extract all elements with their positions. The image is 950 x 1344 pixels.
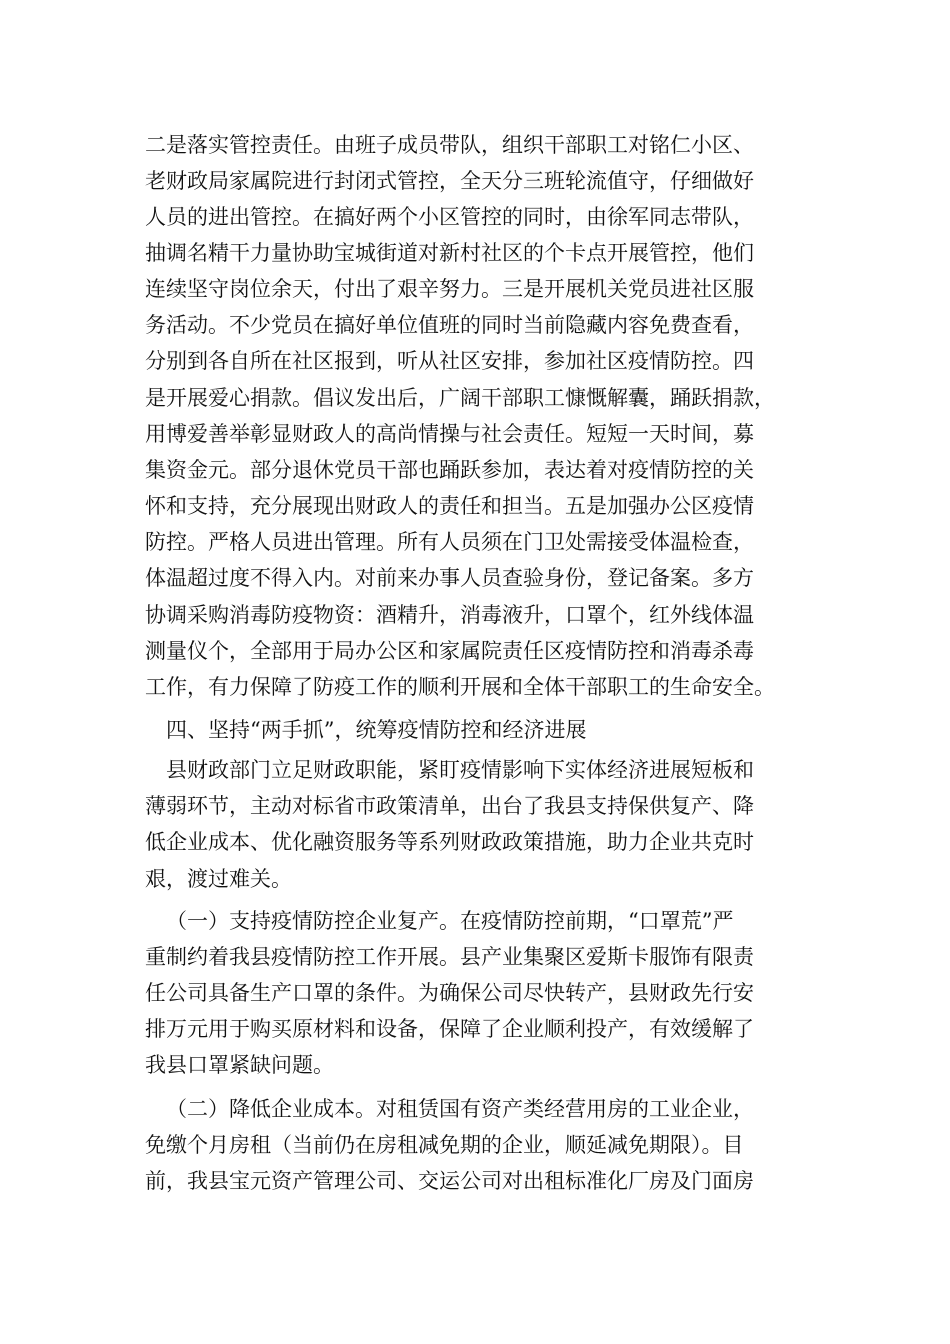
text-line: 薄弱环节，主动对标省市政策清单，出台了我县支持保供复产、降: [145, 794, 754, 818]
text-line: 连续坚守岗位余天，付出了艰辛努力。三是开展机关党员进社区服: [145, 277, 754, 301]
text-line: 免缴个月房租（当前仍在房租减免期的企业，顺延减免期限）。目: [145, 1133, 744, 1157]
subsection-heading: （二）降低企业成本。对租赁国有资产类经营用房的工业企业，: [166, 1097, 754, 1121]
text-line: 工作，有力保障了防疫工作的顺利开展和全体干部职工的生命安全。: [145, 675, 775, 699]
text-line: 老财政局家属院进行封闭式管控，全天分三班轮流值守，仔细做好: [145, 169, 754, 193]
text-line: 艰，渡过难关。: [145, 867, 292, 891]
text-line: 集资金元。部分退休党员干部也踊跃参加，表达着对疫情防控的关: [145, 458, 754, 482]
text-line: 重制约着我县疫情防控工作开展。县产业集聚区爱斯卡服饰有限责: [145, 945, 754, 969]
text-line: 用博爱善举彰显财政人的高尚情操与社会责任。短短一天时间，募: [145, 422, 754, 446]
text-line: 防控。严格人员进出管理。所有人员须在门卫处需接受体温检查，: [145, 530, 754, 554]
text-line: 测量仪个，全部用于局办公区和家属院责任区疫情防控和消毒杀毒: [145, 639, 754, 663]
text-line: 县财政部门立足财政职能，紧盯疫情影响下实体经济进展短板和: [166, 758, 754, 782]
text-line: 排万元用于购买原材料和设备，保障了企业顺利投产，有效缓解了: [145, 1017, 754, 1041]
text-line: 人员的进出管控。在搞好两个小区管控的同时，由徐军同志带队，: [145, 205, 754, 229]
text-line: 务活动。不少党员在搞好单位值班的同时当前隐藏内容免费查看，: [145, 313, 754, 337]
text-line: 体温超过度不得入内。对前来办事人员查验身份，登记备案。多方: [145, 566, 754, 590]
text-line: 任公司具备生产口罩的条件。为确保公司尽快转产，县财政先行安: [145, 981, 754, 1005]
text-line: 分别到各自所在社区报到，听从社区安排，参加社区疫情防控。四: [145, 349, 754, 373]
text-line: 协调采购消毒防疫物资：酒精升，消毒液升，口罩个，红外线体温: [145, 603, 754, 627]
text-line: 二是落实管控责任。由班子成员带队，组织干部职工对铭仁小区、: [145, 133, 754, 157]
text-line: 怀和支持，充分展现出财政人的责任和担当。五是加强办公区疫情: [145, 494, 754, 518]
subsection-heading: （一）支持疫情防控企业复产。在疫情防控前期，“口罩荒”严: [166, 909, 734, 933]
text-line: 抽调名精干力量协助宝城街道对新村社区的个卡点开展管控，他们: [145, 241, 754, 265]
text-line: 前，我县宝元资产管理公司、交运公司对出租标准化厂房及门面房: [145, 1169, 754, 1193]
text-line: 是开展爱心捐款。倡议发出后，广阔干部职工慷慨解囊，踊跃捐款，: [145, 386, 775, 410]
text-line: 低企业成本、优化融资服务等系列财政政策措施，助力企业共克时: [145, 830, 754, 854]
section-heading: 四、坚持“两手抓”，统筹疫情防控和经济进展: [166, 718, 587, 742]
text-line: 我县口罩紧缺问题。: [145, 1053, 334, 1077]
